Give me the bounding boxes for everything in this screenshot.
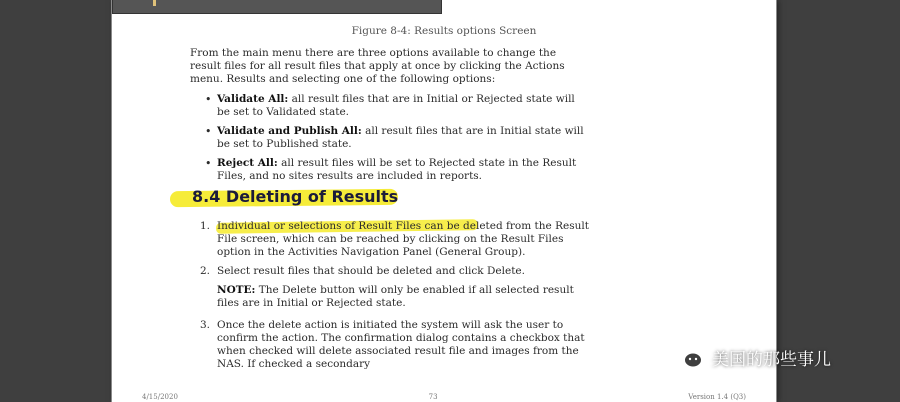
wechat-icon bbox=[670, 342, 704, 372]
step-text: Select result files that should be deleted and click Delete. bbox=[217, 265, 525, 277]
watermark-text: 美国的那些事儿 bbox=[712, 349, 831, 370]
options-list bbox=[205, 93, 585, 189]
list-item bbox=[200, 220, 590, 259]
figure-caption: Figure 8-4: Results options Screen bbox=[351, 25, 537, 37]
step-text: Individual or selections of Result Files can be deleted from the Result File screen, which can be reached by clicking on the Result Files option in the Activities Navigation Panel (General Group). bbox=[217, 220, 589, 258]
footer-date: 4/15/2020 bbox=[142, 393, 178, 401]
step-number: 3. bbox=[200, 319, 211, 331]
footer-version: Version 1.4 (Q3) bbox=[688, 393, 746, 401]
bullet-term: Reject All: bbox=[217, 157, 278, 169]
bullet-term: Validate and Publish All: bbox=[217, 125, 362, 137]
list-item bbox=[205, 93, 585, 119]
intro-paragraph: From the main menu there are three options available to change the result files for all result files that apply at once by clicking the Actions menu. Results and selecting one of the following options: bbox=[190, 47, 565, 85]
bullet-text: all result files that are in Initial or Rejected state will be set to Validated state. bbox=[217, 93, 575, 118]
page-number: 73 bbox=[428, 393, 438, 401]
bullet-term: Validate All: bbox=[217, 93, 289, 105]
page-footer bbox=[142, 393, 746, 401]
bullet-icon: • bbox=[205, 93, 212, 106]
steps-list bbox=[200, 220, 590, 377]
bullet-icon: • bbox=[205, 125, 212, 138]
step-number: 2. bbox=[200, 265, 211, 277]
bullet-text: all result files will be set to Rejected state in the Result Files, and no sites results are included in reports. bbox=[217, 157, 577, 182]
note-label: NOTE: bbox=[217, 284, 256, 296]
list-item bbox=[200, 319, 590, 371]
list-item bbox=[205, 157, 585, 183]
note-paragraph bbox=[200, 284, 590, 310]
figure-image bbox=[112, 0, 442, 14]
bullet-text: all result files that are in Initial state will be set to Published state. bbox=[217, 125, 584, 150]
section-heading: 8.4 Deleting of Results bbox=[192, 187, 399, 206]
step-number: 1. bbox=[200, 220, 211, 232]
list-item bbox=[205, 125, 585, 151]
bullet-icon: • bbox=[205, 157, 212, 170]
list-item bbox=[200, 265, 590, 278]
watermark bbox=[670, 342, 831, 372]
step-text: Once the delete action is initiated the system will ask the user to confirm the action. The confirmation dialog contains a checkbox that when checked will delete associated result file and images from the NAS. If checked a secondary bbox=[217, 319, 585, 370]
note-text: The Delete button will only be enabled if all selected result files are in Initial or Rejected state. bbox=[217, 284, 574, 309]
